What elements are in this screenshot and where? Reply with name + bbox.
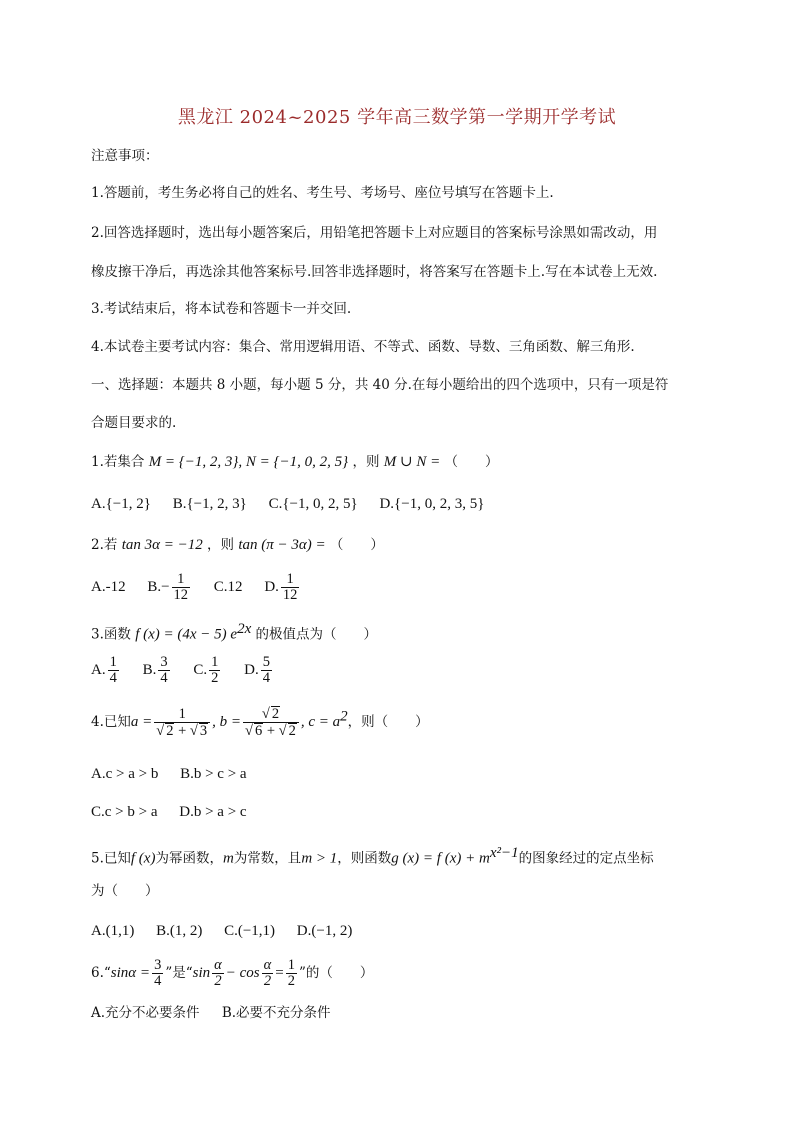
q1-option-b: B.{−1, 2, 3} xyxy=(172,496,247,512)
q2-pre: 2.若 xyxy=(91,537,118,553)
q6-h-num: 1 xyxy=(287,957,295,973)
q6-h-den: 2 xyxy=(287,973,295,990)
q3-post: 的极值点为（ ） xyxy=(255,626,378,643)
q5-option-d: D.(−1, 2) xyxy=(296,923,353,939)
q2-option-d-label: D. xyxy=(264,579,279,596)
sqrt-icon: √ xyxy=(156,722,165,739)
q3-option-d xyxy=(244,654,274,687)
q1-option-c: C.{−1, 0, 2, 5} xyxy=(268,496,358,512)
q3-option-b-den: 4 xyxy=(160,670,168,687)
q6-option-b: B.必要不充分条件 xyxy=(221,1005,331,1021)
sqrt-icon: √ xyxy=(189,722,198,739)
q6-pre: 6.“ xyxy=(91,964,111,981)
sqrt-icon: √ xyxy=(245,723,253,740)
q1-paren: （ ） xyxy=(444,454,499,470)
q6-post: ”的（ ） xyxy=(298,964,374,981)
q2-option-b xyxy=(147,571,195,604)
q4-a-den2: 3 xyxy=(199,722,208,739)
question-5 xyxy=(91,846,654,867)
q5-options xyxy=(91,924,370,939)
q6-sin2: sin xyxy=(192,965,211,982)
q3-pre: 3.函数 xyxy=(91,626,131,643)
q2-options xyxy=(91,572,301,603)
notice-heading: 注意事项： xyxy=(91,148,159,164)
q5-g-exp: x²−1 xyxy=(489,845,519,861)
q3-option-b xyxy=(142,654,172,687)
q1-pre: 1.若集合 xyxy=(91,454,145,470)
notice-item-1: 1.答题前，考生务必将自己的姓名、考生号、考场号、座位号填写在答题卡上. xyxy=(91,185,554,201)
q4-c: , c = a xyxy=(300,714,341,731)
q3-option-a-frac xyxy=(108,655,119,686)
question-1 xyxy=(91,455,499,470)
q2-expr1: tan 3α = −12 xyxy=(121,537,203,553)
q6-frac-a xyxy=(212,958,224,989)
q5-g: g (x) = f (x) + m xyxy=(391,850,490,867)
q5-option-a: A.(1,1) xyxy=(91,923,135,939)
q4-option-a: A.c > a > b xyxy=(91,766,159,782)
q3-option-d-den: 4 xyxy=(262,670,270,687)
notice-item-2: 2.回答选择题时，选出每小题答案后，用铅笔把答题卡上对应题目的答案标号涂黑如需改动，用 xyxy=(91,225,658,241)
q3-option-a-den: 4 xyxy=(109,670,117,687)
q1-option-d: D.{−1, 0, 2, 3, 5} xyxy=(379,496,485,512)
q5-cond: m > 1 xyxy=(301,850,338,867)
q4-a: a = xyxy=(130,714,153,731)
q4-b-den: √ 6 + √ 2 xyxy=(245,723,296,740)
q4-b-den2: 2 xyxy=(288,723,296,740)
q2-option-b-label: B.− xyxy=(147,579,170,596)
q5-mid2: 为常数，且 xyxy=(233,850,302,867)
q6-sin: sinα = xyxy=(110,965,151,982)
q2-option-d-num: 1 xyxy=(281,572,300,588)
notice-item-2-cont: 橡皮擦干净后，再选涂其他答案标号.回答非选择题时，将答案写在答题卡上.写在本试卷上无效. xyxy=(91,264,658,280)
q6-num1: 3 xyxy=(154,957,162,973)
q6-options xyxy=(91,1007,349,1021)
q6-option-a: A.充分不必要条件 xyxy=(91,1005,200,1021)
q3-option-a-label: A. xyxy=(91,662,106,679)
q4-b: , b = xyxy=(212,714,242,731)
sqrt-icon: √ xyxy=(261,706,270,722)
q5-fx: f (x) xyxy=(130,850,156,867)
section1-line2: 合题目要求的. xyxy=(91,415,177,431)
question-3 xyxy=(91,622,377,643)
exam-title: 黑龙江 2024~2025 学年高三数学第一学期开学考试 xyxy=(177,107,617,128)
q4-a-num: 1 xyxy=(154,707,210,723)
q6-eq: = xyxy=(275,965,284,982)
q4-a-den1: 2 xyxy=(166,722,174,739)
q2-option-b-den: 12 xyxy=(173,587,189,604)
q3-expr: f (x) = (4x − 5) e xyxy=(135,626,238,643)
q3-options xyxy=(91,655,292,686)
q4-b-frac xyxy=(243,706,299,739)
q6-frac-h xyxy=(286,958,297,989)
q4-options-row1 xyxy=(91,767,265,782)
q4-option-d: D.b > a > c xyxy=(179,804,247,820)
sqrt-icon: √ xyxy=(278,723,287,740)
q4-b-num-wrap xyxy=(243,706,299,723)
q3-option-d-label: D. xyxy=(244,662,259,679)
q5-pre: 5.已知 xyxy=(91,850,131,867)
q3-option-b-frac xyxy=(158,655,169,686)
q3-option-c-frac xyxy=(209,655,220,686)
q3-option-a xyxy=(91,654,121,687)
q1-expr: M ∪ N = xyxy=(383,454,441,470)
q4-option-b: B.b > c > a xyxy=(180,766,247,782)
q1-sets: M = {−1, 2, 3}, N = {−1, 0, 2, 5} xyxy=(148,454,349,470)
q6-b-num: α xyxy=(263,957,272,973)
q5-mid3: ，则函数 xyxy=(337,850,392,867)
q3-option-c-num: 1 xyxy=(211,654,219,670)
q6-cos: − cos xyxy=(225,965,260,982)
q3-option-a-num: 1 xyxy=(109,654,117,670)
q5-line2: 为（ ） xyxy=(91,883,159,899)
q3-option-b-num: 3 xyxy=(160,654,168,670)
section1-line1: 一、选择题：本题共 8 小题，每小题 5 分，共 40 分.在每小题给出的四个选项中，只有一项是符 xyxy=(91,377,669,393)
q3-exp: 2x xyxy=(237,621,252,637)
q4-post: ，则（ ） xyxy=(347,713,429,730)
q4-a-den: √ 2 + √ 3 xyxy=(156,722,208,739)
q6-frac1 xyxy=(152,958,163,989)
q5-option-c: C.(−1,1) xyxy=(224,923,276,939)
q6-frac-b xyxy=(262,958,274,989)
q6-a-num: α xyxy=(214,957,222,973)
q5-post: 的图象经过的定点坐标 xyxy=(518,850,654,867)
question-4 xyxy=(91,706,429,739)
q4-options-row2 xyxy=(91,805,265,820)
notice-item-4: 4.本试卷主要考试内容：集合、常用逻辑用语、不等式、函数、导数、三角函数、解三角形. xyxy=(91,339,635,355)
q2-option-c: C.12 xyxy=(213,579,243,596)
q6-mid: ”是“ xyxy=(165,964,193,981)
q4-pre: 4.已知 xyxy=(91,713,131,730)
q1-options xyxy=(91,497,502,512)
question-2 xyxy=(91,538,384,553)
q2-option-d xyxy=(264,571,301,604)
notice-item-3: 3.考试结束后，将本试卷和答题卡一并交回. xyxy=(91,301,352,317)
q4-option-c: C.c > b > a xyxy=(91,804,158,820)
q2-paren: （ ） xyxy=(329,537,384,553)
q3-option-c-den: 2 xyxy=(211,670,219,687)
q3-option-b-label: B. xyxy=(142,662,157,679)
q2-option-d-den: 12 xyxy=(282,587,298,604)
q3-option-d-num: 5 xyxy=(262,654,270,670)
q6-b-den: 2 xyxy=(263,973,272,990)
q2-option-d-frac xyxy=(281,572,300,603)
q1-option-a: A.{−1, 2} xyxy=(91,496,151,512)
q2-option-a: A.-12 xyxy=(91,579,126,596)
q6-den1: 4 xyxy=(154,973,162,990)
q6-a-den: 2 xyxy=(214,973,222,990)
q4-c-exp: 2 xyxy=(340,708,348,725)
q5-m: m xyxy=(222,850,234,867)
question-6 xyxy=(91,958,373,989)
q5-mid: 为幂函数， xyxy=(155,850,223,867)
q4-a-frac xyxy=(154,707,210,739)
q3-option-c xyxy=(193,654,222,687)
q3-option-d-frac xyxy=(261,655,272,686)
q2-expr2: tan (π − 3α) = xyxy=(238,537,326,553)
q4-b-den1: 6 xyxy=(254,723,263,740)
q2-mid: ，则 xyxy=(207,537,235,553)
q1-mid: ，则 xyxy=(352,454,380,470)
q3-option-c-label: C. xyxy=(193,662,208,679)
q5-option-b: B.(1, 2) xyxy=(156,923,203,939)
q4-b-num: 2 xyxy=(271,706,280,722)
q2-option-b-frac xyxy=(172,572,191,603)
q2-option-b-num: 1 xyxy=(172,572,191,588)
